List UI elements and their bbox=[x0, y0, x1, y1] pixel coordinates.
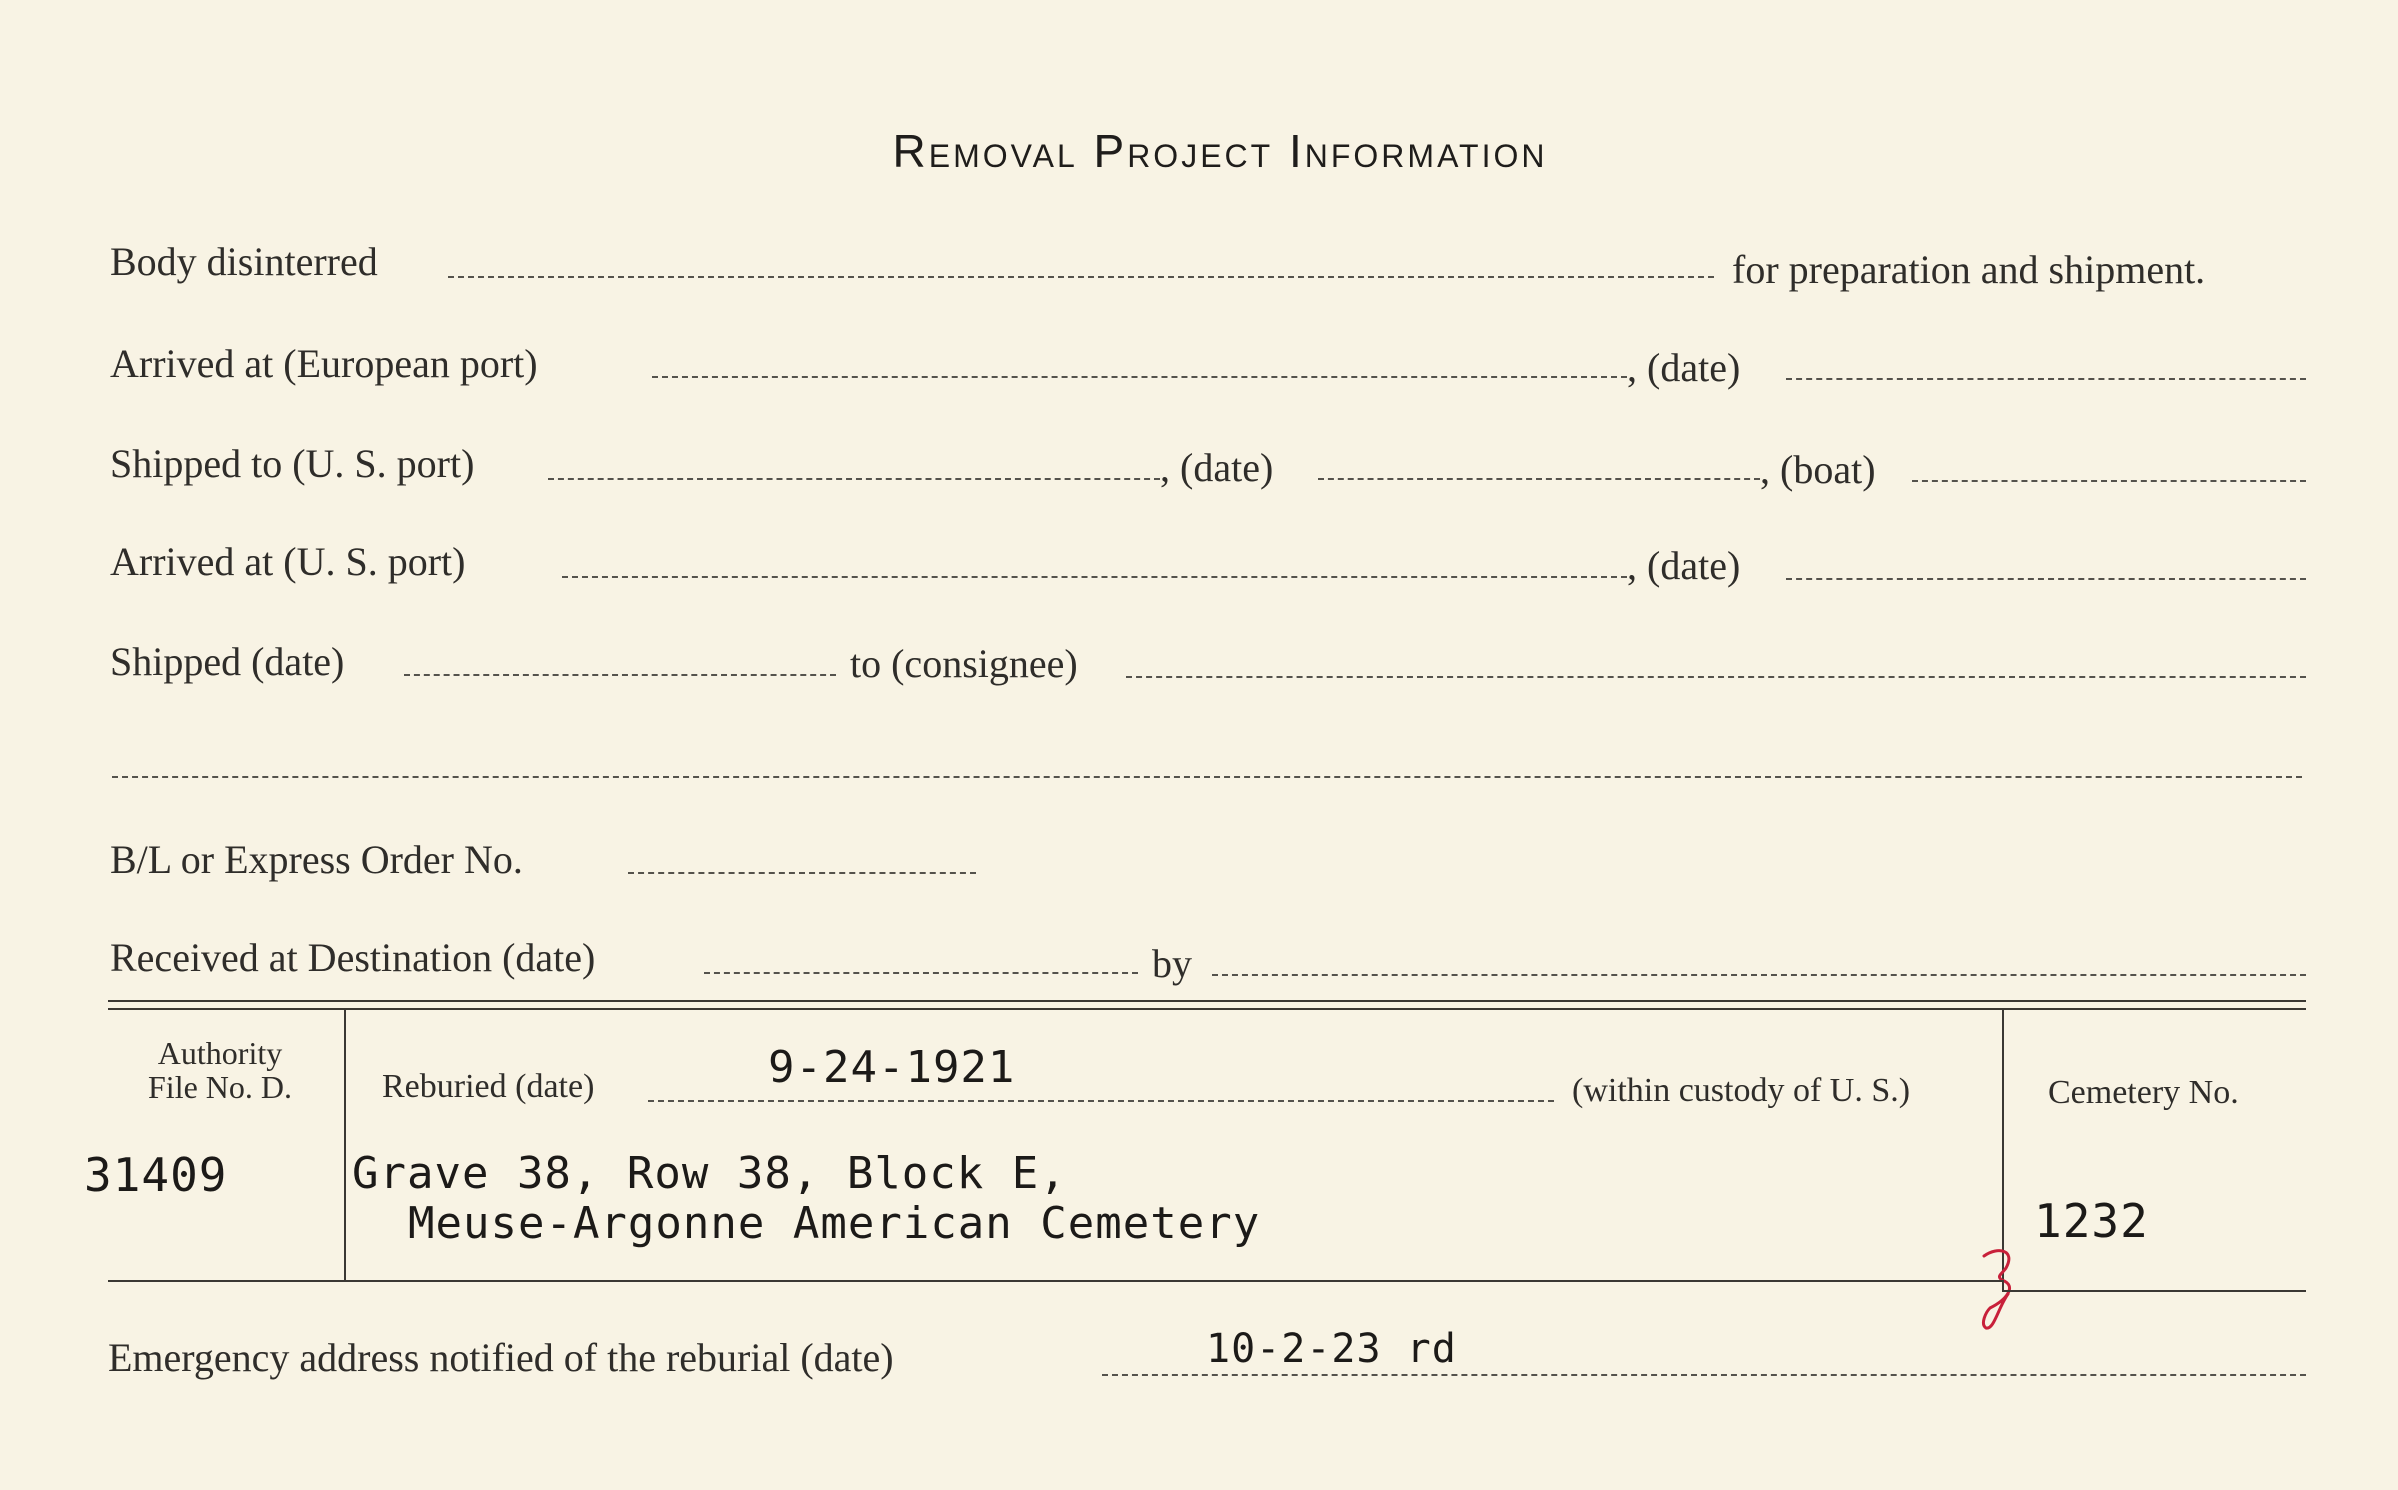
emergency-date-field[interactable] bbox=[1102, 1374, 2306, 1376]
body-disinterred-field[interactable] bbox=[448, 276, 1714, 278]
authority-header-line1: Authority bbox=[157, 1035, 283, 1071]
emergency-date-value: 10-2-23 rd bbox=[1206, 1326, 1457, 1372]
card-title: Removal Project Information bbox=[892, 125, 1548, 177]
consignee-continuation-field[interactable] bbox=[112, 776, 2302, 778]
by-label: by bbox=[1152, 941, 1192, 986]
for-preparation-label: for preparation and shipment. bbox=[1732, 247, 2206, 292]
arrived-european-port-label: Arrived at (European port) bbox=[110, 341, 538, 386]
received-by-field[interactable] bbox=[1212, 974, 2306, 976]
cemetery-number-value: 1232 bbox=[2034, 1194, 2149, 1248]
shipped-date-input[interactable] bbox=[404, 674, 836, 676]
received-destination-label: Received at Destination (date) bbox=[110, 935, 596, 980]
grave-location-line2: Meuse-Argonne American Cemetery bbox=[408, 1198, 1261, 1249]
european-arrival-date-field[interactable] bbox=[1786, 378, 2306, 380]
bl-order-field[interactable] bbox=[628, 872, 976, 874]
grave-location-line1: Grave 38, Row 38, Block E, bbox=[352, 1148, 1067, 1199]
reburied-date-field[interactable] bbox=[648, 1100, 1554, 1102]
file-number-value: 31409 bbox=[84, 1148, 228, 1202]
table-top-rule-inner bbox=[108, 1008, 2306, 1010]
received-date-field[interactable] bbox=[704, 972, 1138, 974]
date-label-1: , (date) bbox=[1627, 345, 1741, 390]
consignee-field[interactable] bbox=[1126, 676, 2306, 678]
date-label-2: , (date) bbox=[1160, 445, 1274, 490]
us-arrival-port-field[interactable] bbox=[562, 576, 1627, 578]
within-custody-label: (within custody of U. S.) bbox=[1572, 1072, 1911, 1109]
table-top-rule bbox=[108, 1000, 2306, 1002]
authority-header-line2: File No. D. bbox=[148, 1069, 292, 1105]
date-label-3: , (date) bbox=[1627, 543, 1741, 588]
authority-header bbox=[100, 1036, 340, 1104]
table-bottom-rule-right bbox=[2002, 1290, 2306, 1292]
european-port-field[interactable] bbox=[652, 376, 1627, 378]
boat-label: , (boat) bbox=[1760, 447, 1876, 492]
shipped-date-field[interactable] bbox=[1318, 478, 1760, 480]
shipped-date-label: Shipped (date) bbox=[110, 639, 345, 684]
arrived-us-port-label: Arrived at (U. S. port) bbox=[110, 539, 466, 584]
to-consignee-label: to (consignee) bbox=[850, 641, 1078, 686]
cemetery-no-label: Cemetery No. bbox=[2048, 1074, 2239, 1111]
reburied-label: Reburied (date) bbox=[382, 1068, 595, 1105]
red-pencil-checkmark-icon bbox=[1968, 1236, 2048, 1336]
bl-order-label: B/L or Express Order No. bbox=[110, 837, 523, 882]
table-bottom-rule bbox=[108, 1280, 2004, 1282]
shipped-to-us-port-label: Shipped to (U. S. port) bbox=[110, 441, 475, 486]
column-divider-left bbox=[344, 1010, 346, 1282]
boat-field[interactable] bbox=[1912, 480, 2306, 482]
body-disinterred-label: Body disinterred bbox=[110, 239, 378, 284]
emergency-address-label: Emergency address notified of the reburial (date) bbox=[108, 1335, 894, 1380]
us-port-field[interactable] bbox=[548, 478, 1160, 480]
us-arrival-date-field[interactable] bbox=[1786, 578, 2306, 580]
reburied-date-value: 9-24-1921 bbox=[768, 1042, 1016, 1093]
